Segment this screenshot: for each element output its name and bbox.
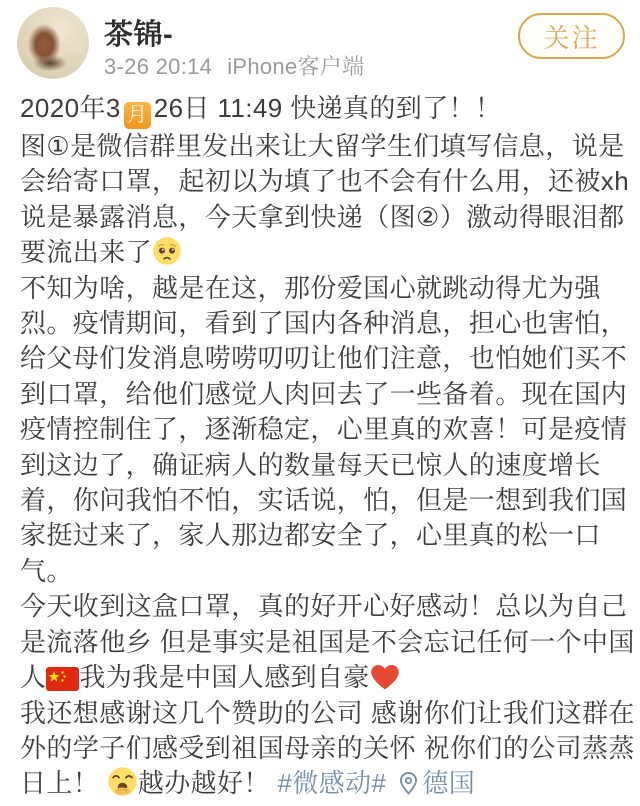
pleading-face-emoji [152,236,182,266]
post-line: 我还想感谢这几个赞助的公司 感谢你们让我们这群在 [20,697,635,728]
red-heart-emoji [370,664,400,691]
post-line: 不知为啥，越是在这，那份爱国心就跳动得尤为强 [20,272,601,303]
post-line: 是流落他乡 但是事实是祖国是不会忘记任何一个中国 [20,626,635,657]
location-link[interactable]: 德国 [396,768,475,798]
location-pin-icon [396,771,421,796]
avatar[interactable] [17,7,89,79]
post-line: 人 我为我是中国人感到自豪 [20,660,628,695]
yawning-face-emoji [107,766,138,797]
post-line: 到口罩，给他们感觉人肉回去了一些备着。现在国内 [20,378,628,409]
post-line: 日上！ 越办越好！ #微感动# 德国 [20,768,476,799]
follow-button[interactable]: 关注 [518,13,625,59]
post-line: 图①是微信群里发出来让大留学生们填写信息，说是 [20,131,625,161]
hashtag-link[interactable]: #微感动# [277,768,387,799]
post-line: 烈。疫情期间，看到了国内各种消息，担心也害怕， [20,308,628,339]
post-content [20,91,635,802]
post-line: 给父母们发消息唠唠叨叨让他们注意，也怕她们买不 [20,343,628,374]
china-flag-emoji [46,667,79,691]
client-source: iPhone客户端 [227,54,365,79]
timestamp: 3-26 20:14 [104,54,213,79]
post-line: 到这边了，确证病人的数量每天已惊人的速度增长 [20,449,601,480]
post-line: 气。 [20,555,73,586]
post-line: 要流出来了 [20,235,628,270]
post-line: 2020年3 月 26日 11:49 快递真的到了！！ [20,91,628,129]
post-meta [104,50,364,81]
post-line: 着，你问我怕不怕，实话说，怕，但是一想到我们国 [20,485,628,516]
username[interactable]: 茶锦- [104,19,174,51]
post-line: 说是暴露消息，今天拿到快递（图②）激动得眼泪都 [20,201,625,232]
post-line: 外的学子们感受到祖国母亲的关怀 祝你们的公司蒸蒸 [20,732,635,763]
post-line: 家挺过来了，家人那边都安全了，心里真的松一口 [20,520,601,551]
calendar-month-emoji: 月 [124,102,151,129]
post-line: 疫情控制住了，逐渐稳定，心里真的欢喜！可是疫情 [20,414,628,445]
post-line: 会给寄口罩，起初以为填了也不会有什么用，还被xh [20,166,630,197]
post-line: 今天收到这盒口罩，真的好开心好感动！总以为自己 [20,591,628,622]
